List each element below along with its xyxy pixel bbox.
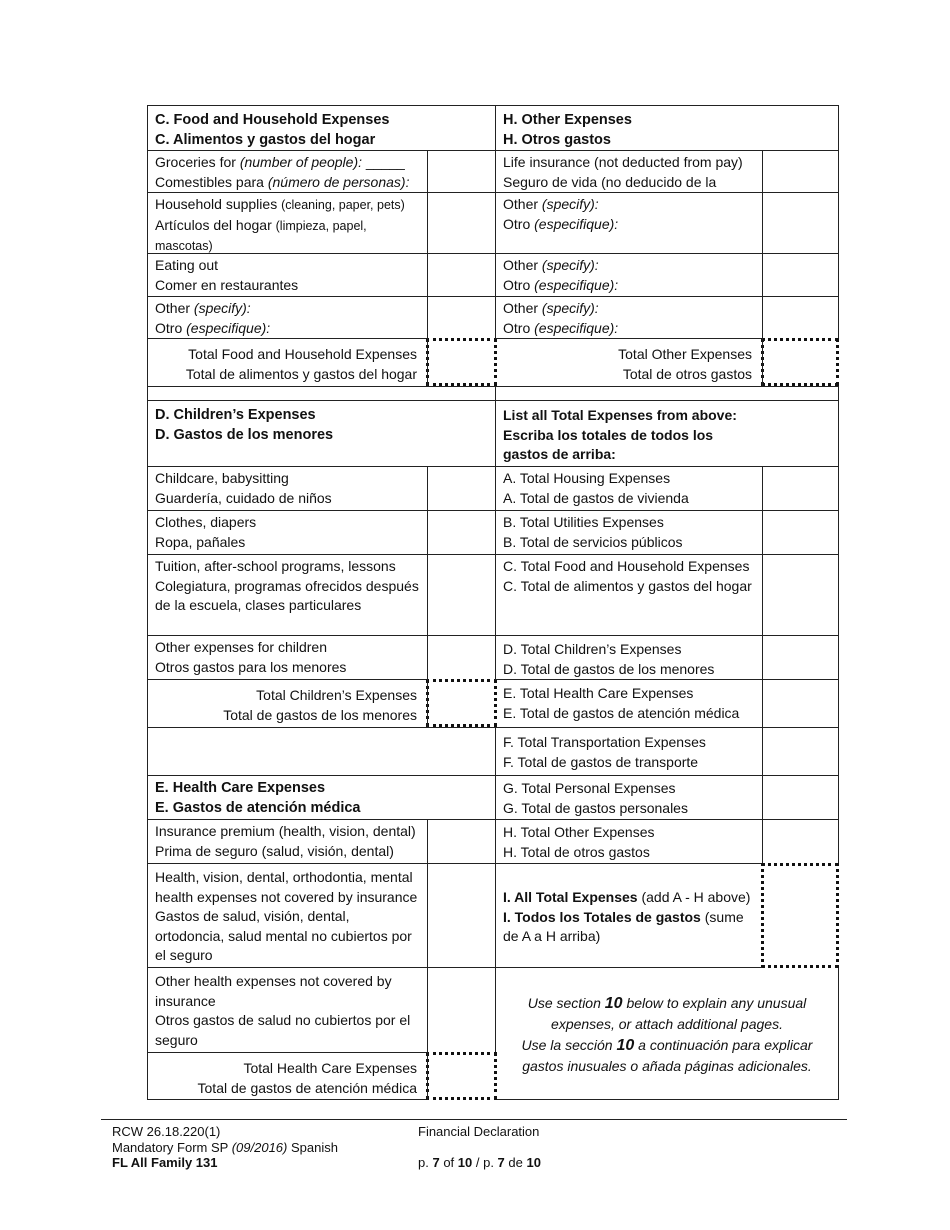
- c-household-supplies-amount[interactable]: [427, 192, 495, 253]
- d-tuition-amount[interactable]: [427, 554, 495, 635]
- section-d-header: [147, 400, 495, 466]
- summary-e-amount[interactable]: [762, 679, 839, 727]
- section-h-title-en: H. Other Expenses: [503, 112, 632, 128]
- summary-grand-total-amount[interactable]: [761, 863, 839, 968]
- h-other-3-label: Other (specify): Otro (especifique):: [503, 300, 619, 336]
- d-childcare-amount[interactable]: [427, 466, 495, 510]
- summary-grand-total-label: I. All Total Expenses (add A - H above) I. Todos los Totales de gastos (sume de A a H arriba): [503, 889, 751, 944]
- summary-h-label: H. Total Other Expenses H. Total de otros gastos: [503, 824, 655, 860]
- h-other-3-amount[interactable]: [762, 296, 839, 338]
- e-insurance-amount[interactable]: [427, 819, 495, 863]
- c-household-supplies-label: Household supplies (cleaning, paper, pets) Artículos del hogar (limpieza, papel, mascotas): [155, 196, 405, 253]
- section-e-title-es: E. Gastos de atención médica: [155, 799, 361, 816]
- section-e-title-en: E. Health Care Expenses: [155, 780, 326, 796]
- h-life-insurance-label: Life insurance (not deducted from pay) Seguro de vida (no deducido de la: [503, 154, 743, 190]
- c-eating-out-label: Eating out Comer en restaurantes: [155, 257, 299, 293]
- d-total-label: Total Children’s Expenses Total de gastos de los menores: [223, 687, 417, 723]
- h-other-2-amount[interactable]: [762, 253, 839, 296]
- summary-d-label: D. Total Children’s Expenses D. Total de gastos de los menores: [503, 641, 715, 677]
- d-childcare-label: Childcare, babysitting Guardería, cuidado de niños: [155, 470, 332, 506]
- footer-left: [112, 1124, 402, 1171]
- e-total-label: Total Health Care Expenses Total de gastos de atención médica: [197, 1060, 417, 1096]
- e-uncovered-amount[interactable]: [427, 863, 495, 967]
- section-d-title-en: D. Children’s Expenses: [155, 407, 316, 423]
- h-total-label: Total Other Expenses Total de otros gastos: [618, 346, 752, 382]
- footer-form-id: FL All Family 131: [112, 1155, 218, 1170]
- e-other-label: Other health expenses not covered by insurance Otros gastos de salud no cubiertos por el seguro: [155, 973, 411, 1048]
- c-other-label: Other (specify): Otro (especifique):: [155, 300, 271, 336]
- footer-center: [418, 1124, 718, 1170]
- summary-title-es: Escriba los totales de todos los gastos de arriba:: [503, 426, 714, 462]
- footer-rule: [101, 1119, 847, 1120]
- c-eating-out-amount[interactable]: [427, 253, 495, 296]
- h-other-2-label: Other (specify): Otro (especifique):: [503, 257, 619, 293]
- summary-c-label: C. Total Food and Household Expenses C. Total de alimentos y gastos del hogar: [503, 558, 752, 594]
- c-groceries-label: Groceries for (number of people): _____ Comestibles para (número de personas):: [155, 154, 410, 190]
- d-total-amount[interactable]: [426, 679, 497, 727]
- summary-header: [495, 400, 839, 466]
- footer-page-number: p. 7 of 10 / p. 7 de 10: [418, 1154, 541, 1170]
- d-other-label: Other expenses for children Otros gastos para los menores: [155, 639, 347, 675]
- footer-rcw: RCW 26.18.220(1): [112, 1124, 221, 1139]
- d-tuition-label: Tuition, after-school programs, lessons Colegiatura, programas ofrecidos después de la escuela, clases particulares: [155, 558, 419, 613]
- summary-h-amount[interactable]: [762, 819, 839, 863]
- summary-a-amount[interactable]: [762, 466, 839, 510]
- c-other-amount[interactable]: [427, 296, 495, 338]
- e-insurance-label: Insurance premium (health, vision, dental) Prima de seguro (salud, visión, dental): [155, 823, 416, 859]
- e-uncovered-label: Health, vision, dental, orthodontia, mental health expenses not covered by insurance Gastos de salud, visión, dental, ortodoncia, salud mental no cubiertos por el seguro: [155, 869, 418, 963]
- section-c-title-en: C. Food and Household Expenses: [155, 112, 390, 128]
- summary-g-label: G. Total Personal Expenses G. Total de gastos personales: [503, 780, 688, 816]
- section-e-header: [147, 775, 495, 819]
- summary-title-en: List all Total Expenses from above:: [503, 407, 737, 423]
- summary-b-label: B. Total Utilities Expenses B. Total de servicios públicos: [503, 514, 683, 550]
- e-other-amount[interactable]: [427, 967, 495, 1052]
- d-clothes-amount[interactable]: [427, 510, 495, 554]
- section-d-title-es: D. Gastos de los menores: [155, 426, 334, 443]
- summary-f-amount[interactable]: [762, 727, 839, 775]
- c-total-label: Total Food and Household Expenses Total de alimentos y gastos del hogar: [185, 346, 417, 382]
- c-groceries-amount[interactable]: [427, 150, 495, 192]
- h-life-insurance-amount[interactable]: [762, 150, 839, 192]
- h-other-1-amount[interactable]: [762, 192, 839, 253]
- h-other-1-label: Other (specify): Otro (especifique):: [503, 196, 619, 232]
- summary-a-label: A. Total Housing Expenses A. Total de gastos de vivienda: [503, 470, 689, 506]
- summary-f-label: F. Total Transportation Expenses F. Total de gastos de transporte: [503, 734, 706, 770]
- summary-g-amount[interactable]: [762, 775, 839, 819]
- d-clothes-label: Clothes, diapers Ropa, pañales: [155, 514, 257, 550]
- summary-d-amount[interactable]: [762, 635, 839, 679]
- summary-e-label: E. Total Health Care Expenses E. Total de gastos de atención médica: [503, 685, 740, 721]
- e-total-amount[interactable]: [426, 1052, 497, 1100]
- section-h-header: [495, 105, 839, 150]
- d-other-amount[interactable]: [427, 635, 495, 679]
- footer-form-version: Mandatory Form SP (09/2016) Spanish: [112, 1139, 338, 1155]
- footer-doc-title: Financial Declaration: [418, 1124, 540, 1139]
- section-c-header: [147, 105, 495, 150]
- instructions-note: Use section 10 below to explain any unusual expenses, or attach additional pages. Use la sección 10 a continuación para explicar gastos inusuales o añada páginas adicionales.: [521, 995, 813, 1074]
- section-h-title-es: H. Otros gastos: [503, 131, 611, 148]
- section-c-title-es: C. Alimentos y gastos del hogar: [155, 131, 376, 148]
- c-total-amount[interactable]: [426, 338, 497, 386]
- summary-c-amount[interactable]: [762, 554, 839, 635]
- summary-b-amount[interactable]: [762, 510, 839, 554]
- h-total-amount[interactable]: [761, 338, 839, 386]
